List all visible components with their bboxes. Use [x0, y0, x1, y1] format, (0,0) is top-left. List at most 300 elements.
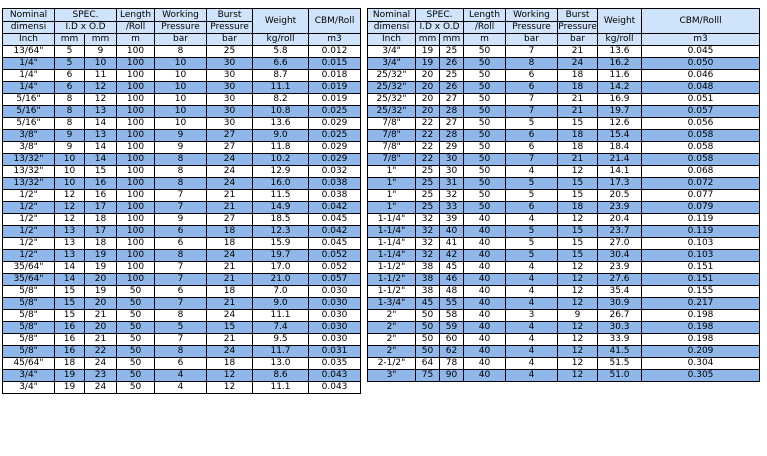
table-cell: 90: [440, 370, 464, 382]
table-cell: 12: [55, 190, 85, 202]
table-cell: 4: [155, 382, 207, 394]
table-cell: 5/16": [3, 94, 55, 106]
table-cell: 0.046: [642, 70, 760, 82]
table-cell: 0.198: [642, 334, 760, 346]
table-cell: 10: [155, 82, 207, 94]
table-cell: 51.0: [598, 370, 642, 382]
table-cell: 10.8: [253, 106, 309, 118]
table-cell: 20: [416, 82, 440, 94]
table-cell: 27: [207, 142, 253, 154]
table-cell: 7/8": [368, 130, 416, 142]
table-cell: 50: [464, 106, 506, 118]
table-cell: 4: [506, 334, 558, 346]
table-cell: 78: [440, 358, 464, 370]
table-cell: 12: [558, 322, 598, 334]
table-cell: 50: [464, 202, 506, 214]
table-cell: 1/2": [3, 214, 55, 226]
table-cell: 26.7: [598, 310, 642, 322]
table-cell: 75: [416, 370, 440, 382]
table-cell: 50: [416, 346, 440, 358]
table-cell: 2-1/2": [368, 358, 416, 370]
table-cell: 50: [117, 310, 155, 322]
table-row: [3, 58, 361, 70]
table-cell: 16: [55, 334, 85, 346]
table-cell: 0.052: [309, 250, 361, 262]
table-cell: 50: [464, 82, 506, 94]
table-cell: 1-1/4": [368, 238, 416, 250]
table-cell: 50: [464, 166, 506, 178]
table-cell: 14: [55, 274, 85, 286]
table-cell: 0.103: [642, 238, 760, 250]
table-row: [3, 70, 361, 82]
table-cell: 30: [207, 82, 253, 94]
table-cell: 32: [440, 190, 464, 202]
table-cell: 15: [558, 250, 598, 262]
table-cell: 23: [85, 370, 117, 382]
table-row: [368, 334, 760, 346]
table-row: [3, 142, 361, 154]
table-cell: 7: [506, 106, 558, 118]
col-subheader-nominal: dimensi: [368, 22, 416, 34]
table-cell: 16.2: [598, 58, 642, 70]
table-cell: 14: [85, 154, 117, 166]
table-cell: 50: [464, 130, 506, 142]
table-cell: 12: [558, 334, 598, 346]
table-cell: 100: [117, 262, 155, 274]
table-cell: 8: [155, 178, 207, 190]
table-cell: 45/64": [3, 358, 55, 370]
table-cell: 23.9: [598, 202, 642, 214]
table-cell: 24: [207, 250, 253, 262]
table-cell: 6: [155, 358, 207, 370]
table-cell: 18: [207, 286, 253, 298]
table-cell: 20: [416, 94, 440, 106]
table-cell: 8: [155, 154, 207, 166]
table-cell: 40: [464, 370, 506, 382]
table-cell: 30.3: [598, 322, 642, 334]
table-cell: 0.029: [309, 118, 361, 130]
table-cell: 21: [85, 334, 117, 346]
table-cell: 15: [558, 226, 598, 238]
table-cell: 30.9: [598, 298, 642, 310]
table-row: [368, 130, 760, 142]
table-cell: 21: [207, 202, 253, 214]
table-cell: 27: [207, 130, 253, 142]
table-cell: 27: [207, 214, 253, 226]
table-cell: 18: [558, 142, 598, 154]
table-cell: 38: [416, 274, 440, 286]
table-cell: 1-1/4": [368, 250, 416, 262]
table-cell: 22: [416, 154, 440, 166]
table-cell: 5: [506, 226, 558, 238]
table-cell: 0.198: [642, 322, 760, 334]
table-cell: 5/8": [3, 346, 55, 358]
table-cell: 11: [85, 70, 117, 82]
table-cell: 13.6: [598, 46, 642, 58]
table-cell: 50: [464, 178, 506, 190]
table-cell: 7.4: [253, 322, 309, 334]
table-cell: 25: [440, 70, 464, 82]
table-cell: 40: [464, 322, 506, 334]
table-cell: 6: [155, 226, 207, 238]
table-cell: 4: [506, 346, 558, 358]
table-row: [3, 202, 361, 214]
table-cell: 10.2: [253, 154, 309, 166]
table-cell: 0.051: [642, 94, 760, 106]
table-cell: 6: [55, 70, 85, 82]
table-cell: 0.198: [642, 310, 760, 322]
table-cell: 0.151: [642, 262, 760, 274]
hose-spec-table-left: [2, 8, 361, 394]
col-header-burst-pressure: Burst: [558, 9, 598, 22]
table-cell: 50: [416, 310, 440, 322]
table-row: [368, 370, 760, 382]
table-cell: 20: [85, 274, 117, 286]
table-cell: 20.5: [598, 190, 642, 202]
col-subheader-burst-pressure: Pressure: [558, 22, 597, 32]
unit-cell: bar: [558, 34, 598, 46]
table-cell: 0.032: [309, 166, 361, 178]
table-row: [368, 178, 760, 190]
table-cell: 0.072: [642, 178, 760, 190]
table-cell: 51.5: [598, 358, 642, 370]
table-cell: 15: [558, 190, 598, 202]
table-cell: 50: [117, 358, 155, 370]
table-cell: 7: [155, 262, 207, 274]
table-cell: 7: [155, 274, 207, 286]
table-cell: 21: [558, 94, 598, 106]
table-cell: 9: [155, 130, 207, 142]
table-cell: 50: [464, 70, 506, 82]
table-cell: 11.1: [253, 382, 309, 394]
table-cell: 29: [440, 142, 464, 154]
table-cell: 27.0: [598, 238, 642, 250]
table-row: [368, 214, 760, 226]
table-cell: 5: [506, 250, 558, 262]
table-row: [368, 238, 760, 250]
table-cell: 19: [85, 250, 117, 262]
table-cell: 18: [207, 358, 253, 370]
table-cell: 19: [55, 382, 85, 394]
table-cell: 13/32": [3, 166, 55, 178]
table-cell: 6: [506, 130, 558, 142]
table-cell: 100: [117, 190, 155, 202]
table-cell: 19.7: [253, 250, 309, 262]
col-header-length: Length: [117, 9, 155, 22]
table-row: [368, 154, 760, 166]
table-cell: 18: [85, 238, 117, 250]
table-row: [368, 286, 760, 298]
table-row: [3, 346, 361, 358]
table-cell: 7: [506, 94, 558, 106]
table-cell: 40: [464, 286, 506, 298]
table-cell: 40: [464, 334, 506, 346]
table-cell: 38: [416, 262, 440, 274]
table-cell: 1-1/4": [368, 214, 416, 226]
table-cell: 40: [464, 250, 506, 262]
table-cell: 4: [506, 214, 558, 226]
table-cell: 0.304: [642, 358, 760, 370]
table-cell: 50: [117, 346, 155, 358]
table-cell: 0.025: [309, 106, 361, 118]
table-cell: 3: [506, 310, 558, 322]
table-cell: 8.7: [253, 70, 309, 82]
table-cell: 25: [207, 46, 253, 58]
table-cell: 40: [464, 358, 506, 370]
table-cell: 13/32": [3, 178, 55, 190]
table-cell: 10: [155, 58, 207, 70]
table-cell: 0.077: [642, 190, 760, 202]
table-cell: 16.0: [253, 178, 309, 190]
table-cell: 12: [558, 262, 598, 274]
table-cell: 7: [506, 154, 558, 166]
table-cell: 4: [506, 370, 558, 382]
table-cell: 15: [558, 118, 598, 130]
table-row: [3, 298, 361, 310]
table-cell: 15.9: [253, 238, 309, 250]
col-subheader-working-pressure: Pressure: [155, 22, 207, 34]
table-cell: 30.4: [598, 250, 642, 262]
table-cell: 23.9: [598, 262, 642, 274]
col-header-working-pressure: Working: [155, 9, 207, 22]
table-cell: 2": [368, 322, 416, 334]
table-cell: 24: [85, 358, 117, 370]
table-cell: 18: [558, 202, 598, 214]
table-cell: 100: [117, 94, 155, 106]
table-cell: 100: [117, 46, 155, 58]
unit-cell: kg/roll: [253, 34, 309, 46]
table-cell: 12.9: [253, 166, 309, 178]
table-cell: 21: [558, 46, 598, 58]
table-row: [3, 310, 361, 322]
table-cell: 21.4: [598, 154, 642, 166]
table-cell: 21: [207, 274, 253, 286]
table-row: [3, 178, 361, 190]
table-row: [3, 262, 361, 274]
table-cell: 0.058: [642, 154, 760, 166]
table-cell: 5/8": [3, 322, 55, 334]
table-cell: 27: [440, 94, 464, 106]
table-row: [368, 274, 760, 286]
table-cell: 22: [416, 142, 440, 154]
table-cell: 33.9: [598, 334, 642, 346]
table-row: [368, 142, 760, 154]
table-cell: 0.019: [309, 94, 361, 106]
table-row: [3, 106, 361, 118]
table-cell: 18: [207, 226, 253, 238]
table-cell: 13: [85, 130, 117, 142]
table-cell: 16: [55, 346, 85, 358]
table-cell: 100: [117, 226, 155, 238]
table-cell: 100: [117, 214, 155, 226]
table-cell: 50: [117, 286, 155, 298]
col-subheader-nominal: dimensi: [3, 22, 55, 34]
unit-cell: Inch: [368, 34, 416, 46]
table-cell: 0.079: [642, 202, 760, 214]
table-cell: 4: [155, 370, 207, 382]
table-cell: 40: [464, 238, 506, 250]
table-cell: 8: [155, 310, 207, 322]
table-cell: 14: [55, 262, 85, 274]
table-cell: 12: [558, 298, 598, 310]
table-cell: 9.0: [253, 130, 309, 142]
table-cell: 11.7: [253, 346, 309, 358]
table-cell: 4: [506, 286, 558, 298]
table-cell: 40: [440, 226, 464, 238]
table-cell: 30: [207, 94, 253, 106]
table-row: [3, 46, 361, 58]
table-row: [368, 226, 760, 238]
table-cell: 12.6: [598, 118, 642, 130]
table-cell: 50: [464, 94, 506, 106]
col-header-weight: Weight: [253, 9, 309, 34]
table-cell: 6: [506, 82, 558, 94]
table-cell: 12: [558, 346, 598, 358]
table-row: [368, 298, 760, 310]
table-cell: 30: [207, 58, 253, 70]
table-row: [3, 118, 361, 130]
table-row: [368, 190, 760, 202]
table-cell: 50: [117, 382, 155, 394]
table-cell: 62: [440, 346, 464, 358]
table-cell: 9: [155, 142, 207, 154]
table-cell: 45: [416, 298, 440, 310]
table-cell: 0.045: [309, 238, 361, 250]
table-cell: 24: [207, 166, 253, 178]
unit-cell: m3: [642, 34, 760, 46]
table-cell: 40: [464, 310, 506, 322]
table-cell: 28: [440, 106, 464, 118]
table-cell: 20: [416, 106, 440, 118]
table-cell: 30: [207, 118, 253, 130]
table-row: [3, 382, 361, 394]
table-row: [3, 238, 361, 250]
table-cell: 40: [464, 298, 506, 310]
table-cell: 21: [558, 106, 598, 118]
table-cell: 10: [55, 154, 85, 166]
table-cell: 14.1: [598, 166, 642, 178]
table-cell: 33: [440, 202, 464, 214]
unit-cell: m: [464, 34, 506, 46]
table-cell: 12: [558, 214, 598, 226]
table-cell: 50: [464, 142, 506, 154]
table-cell: 7.0: [253, 286, 309, 298]
table-cell: 6: [155, 286, 207, 298]
table-cell: 21: [85, 310, 117, 322]
table-cell: 18: [558, 82, 598, 94]
table-cell: 14.9: [253, 202, 309, 214]
table-cell: 22: [85, 346, 117, 358]
table-cell: 4: [506, 358, 558, 370]
col-header-spec: SPEC.: [55, 9, 117, 22]
table-cell: 12: [558, 166, 598, 178]
table-cell: 16: [55, 322, 85, 334]
table-cell: 12: [207, 370, 253, 382]
table-cell: 3/8": [3, 142, 55, 154]
table-cell: 4: [506, 298, 558, 310]
hose-spec-table-right: [367, 8, 760, 382]
unit-cell: mm: [416, 34, 440, 46]
table-cell: 3/4": [368, 58, 416, 70]
table-cell: 0.030: [309, 310, 361, 322]
table-row: [368, 166, 760, 178]
table-cell: 1-1/2": [368, 262, 416, 274]
table-cell: 35/64": [3, 274, 55, 286]
table-cell: 18: [55, 358, 85, 370]
table-cell: 1/4": [3, 70, 55, 82]
table-cell: 100: [117, 274, 155, 286]
table-cell: 22: [416, 118, 440, 130]
table-cell: 4: [506, 166, 558, 178]
table-row: [368, 310, 760, 322]
table-cell: 10: [55, 166, 85, 178]
table-cell: 10: [85, 58, 117, 70]
table-cell: 24: [207, 310, 253, 322]
table-cell: 19: [85, 262, 117, 274]
table-cell: 1/4": [3, 82, 55, 94]
table-cell: 18: [558, 130, 598, 142]
col-header-nominal: Nominal: [3, 9, 55, 22]
unit-cell: m: [117, 34, 155, 46]
table-cell: 12: [55, 202, 85, 214]
table-cell: 100: [117, 82, 155, 94]
table-cell: 30: [207, 70, 253, 82]
table-cell: 50: [464, 190, 506, 202]
table-cell: 1": [368, 190, 416, 202]
table-cell: 59: [440, 322, 464, 334]
unit-cell: kg/roll: [598, 34, 642, 46]
table-cell: 8.2: [253, 94, 309, 106]
table-cell: 1": [368, 178, 416, 190]
table-row: [3, 154, 361, 166]
table-cell: 42: [440, 250, 464, 262]
table-cell: 50: [464, 154, 506, 166]
table-cell: 25/32": [368, 82, 416, 94]
table-cell: 100: [117, 166, 155, 178]
table-cell: 48: [440, 286, 464, 298]
table-cell: 9: [558, 310, 598, 322]
table-cell: 5: [55, 46, 85, 58]
table-cell: 8: [155, 46, 207, 58]
table-cell: 25/32": [368, 70, 416, 82]
table-cell: 15: [558, 178, 598, 190]
table-cell: 5/16": [3, 118, 55, 130]
table-cell: 32: [416, 250, 440, 262]
table-cell: 1": [368, 202, 416, 214]
table-cell: 8: [55, 118, 85, 130]
table-cell: 0.057: [642, 106, 760, 118]
table-cell: 13: [55, 250, 85, 262]
table-cell: 0.052: [309, 262, 361, 274]
table-cell: 0.031: [309, 346, 361, 358]
col-subheader-spec: I.D x O.D: [55, 22, 117, 34]
table-cell: 9.5: [253, 334, 309, 346]
table-row: [3, 250, 361, 262]
table-cell: 3/4": [3, 382, 55, 394]
table-cell: 8.6: [253, 370, 309, 382]
unit-cell: m3: [309, 34, 361, 46]
table-cell: 5: [506, 118, 558, 130]
table-cell: 17.0: [253, 262, 309, 274]
table-cell: 50: [416, 334, 440, 346]
table-cell: 2": [368, 346, 416, 358]
table-cell: 39: [440, 214, 464, 226]
table-cell: 0.050: [642, 58, 760, 70]
table-cell: 4: [506, 262, 558, 274]
table-row: [3, 214, 361, 226]
table-cell: 13: [55, 238, 85, 250]
table-cell: 8: [55, 106, 85, 118]
